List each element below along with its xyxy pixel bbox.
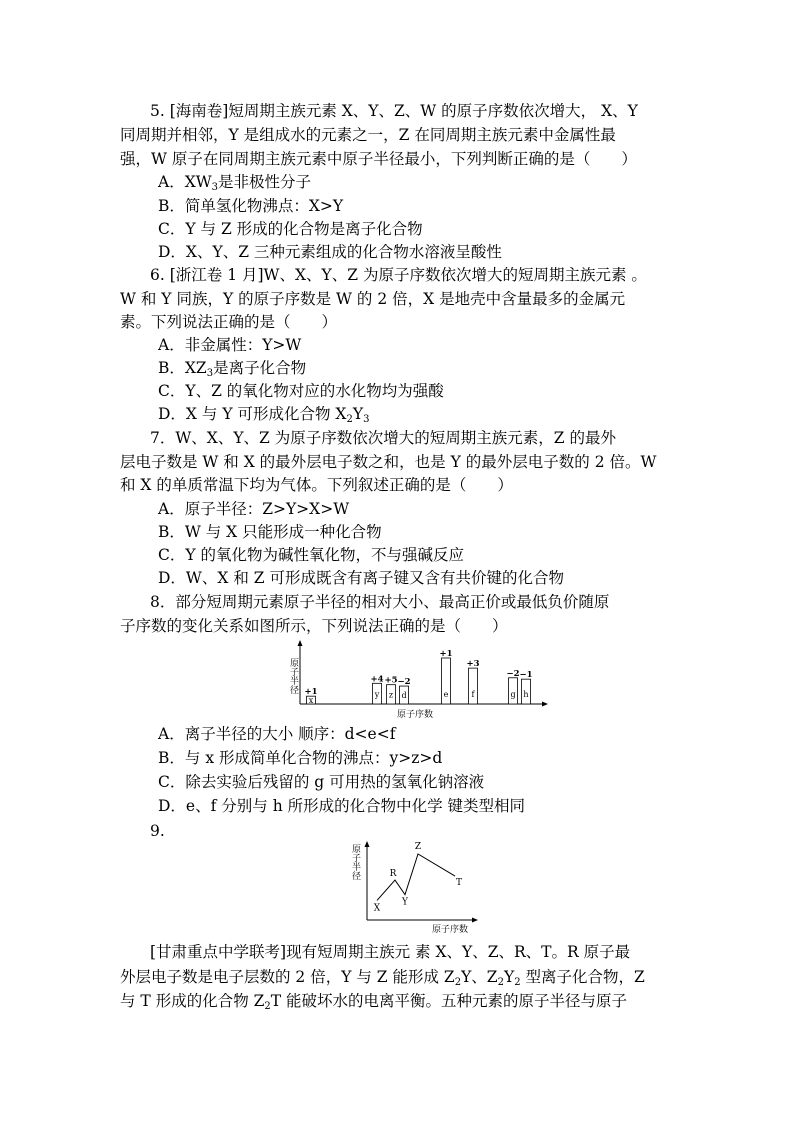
fig8-y-axis-label: 原子半径 <box>288 658 298 694</box>
fig8-valence-e: +1 <box>439 649 453 659</box>
fig8-bar-label-x: x <box>308 696 314 706</box>
q7-line-1: 7．W、X、Y、Z 为原子序数依次增大的短周期主族元素，Z 的最外 <box>150 429 616 447</box>
q9-line-2: 外层电子数是电子层数的 2 倍，Y 与 Z 能形成 $Z_2Y$、$Z_2Y_2$ 型离子化合物，Z <box>120 968 645 988</box>
fig8-bar-label-z: z <box>388 690 394 700</box>
q5-line-3: 强，W 原子在同周期主族元素中原子半径最小，下列判断正确的是（ ） <box>120 150 637 168</box>
fig8-x-arrow <box>542 702 548 707</box>
q7-option-d: D．W、X 和 Z 可形成既含有离子键又含有共价键的化合物 <box>158 569 564 587</box>
q5-line-1: 5. [海南卷]短周期主族元素 X、Y、Z、W 的原子序数依次增大， X、Y <box>150 102 638 120</box>
q8-option-c: C．除去实验后残留的 g 可用热的氢氧化钠溶液 <box>158 773 485 791</box>
fig9-point-label-X: X <box>373 903 381 914</box>
q5-option-d: D．X、Y、Z 三种元素组成的化合物水溶液呈酸性 <box>158 243 502 261</box>
q9-line-1: [甘肃重点中学联考]现有短周期主族元 素 X、Y、Z、R、T。R 原子最 <box>150 943 631 961</box>
q5-option-a: A．$XW_3$是非极性分子 <box>158 173 312 193</box>
q5-source: [海南卷] <box>169 102 229 120</box>
fig8-valence-y: +4 <box>370 674 384 685</box>
q6-option-c: C．Y、Z 的氧化物对应的水化物均为强酸 <box>158 382 444 400</box>
q7-option-b: B．W 与 X 只能形成一种化合物 <box>158 523 382 541</box>
fig8-valence-g: −2 <box>506 668 520 679</box>
fig8-bar-label-d: d <box>401 691 407 701</box>
q8-line-1: 8．部分短周期元素原子半径的相对大小、最高正价或最低负价随原 <box>150 593 610 611</box>
fig9-y-arrow <box>365 841 370 847</box>
fig8-bar-label-y: y <box>374 690 380 699</box>
q5-option-b: B．简单氢化物沸点：X>Y <box>158 197 344 215</box>
fig8-valence-f: +3 <box>466 659 480 670</box>
fig9-y-axis-label: 原子半径 <box>350 844 360 880</box>
q9-line-3: 与 T 形成的化合物 $Z_2T$ 能破坏水的电离平衡。五种元素的原子半径与原子 <box>120 992 628 1012</box>
fig8-x-axis-label: 原子序数 <box>396 710 434 720</box>
q8-line-2: 子序数的变化关系如图所示，下列说法正确的是（ ） <box>120 617 508 635</box>
fig8-valence-x: +1 <box>304 687 318 698</box>
fig9-point-label-R: R <box>389 869 397 880</box>
fig9-point-label-Y: Y <box>402 897 408 908</box>
fig8-bar-label-e: e <box>443 690 449 699</box>
q8-option-a: A．离子半径的大小 顺序：d<e<f <box>158 725 396 743</box>
atomic-radius-line-chart <box>345 840 480 936</box>
q7-line-2: 层电子数是 W 和 X 的最外层电子数之和，也是 Y 的最外层电子数的 2 倍。W <box>120 453 657 471</box>
q6-line-3: 素。下列说法正确的是（ ） <box>120 313 338 331</box>
q8-option-d: D．e、f 分别与 h 所形成的化合物中化学 键类型相同 <box>158 797 526 815</box>
q6-option-a: A．非金属性：Y>W <box>158 336 302 354</box>
q6-option-b: B．$XZ_3$是离子化合物 <box>158 359 307 379</box>
fig9-x-arrow <box>472 918 478 923</box>
fig9-x-axis-label: 原子序数 <box>431 925 469 935</box>
q8-option-b: B．与 x 形成简单化合物的沸点：y>z>d <box>158 749 443 767</box>
fig8-bar-label-g: g <box>510 690 516 699</box>
q6-source: [浙江卷 1 月] <box>169 266 264 284</box>
fig8-valence-h: −1 <box>519 670 533 681</box>
q6-number: 6. <box>150 266 165 284</box>
q6-line-1: 6. [浙江卷 1 月]W、X、Y、Z 为原子序数依次增大的短周期主族元素 。 <box>150 266 647 284</box>
q7-option-c: C．Y 的氧化物为碱性氧化物，不与强碱反应 <box>158 546 465 564</box>
q6-line-2: W 和 Y 同族，Y 的原子序数是 W 的 2 倍，X 是地壳中含量最多的金属元 <box>120 290 626 308</box>
q5-line-2: 同周期并相邻，Y 是组成水的元素之一，Z 在同周期主族元素中金属性最 <box>120 126 616 144</box>
fig8-bar-label-f: f <box>471 690 475 699</box>
fig9-point-label-T: T <box>455 878 463 889</box>
fig9-point-label-Z: Z <box>414 842 422 852</box>
atomic-radius-valence-chart <box>280 640 550 722</box>
fig8-bar-label-h: h <box>523 690 529 699</box>
fig8-y-arrow <box>298 640 303 646</box>
q9-number: 9. <box>150 822 165 840</box>
q9-source: [甘肃重点中学联考] <box>150 943 287 961</box>
q5-option-c: C．Y 与 Z 形成的化合物是离子化合物 <box>158 220 423 238</box>
q7-line-3: 和 X 的单质常温下均为气体。下列叙述正确的是（ ） <box>120 476 513 494</box>
fig8-valence-d: −2 <box>397 677 411 688</box>
q5-number: 5. <box>150 102 165 120</box>
fig8-valence-z: +5 <box>384 675 398 686</box>
q6-option-d: D．X 与 Y 可形成化合物 $X_2Y_3$ <box>158 405 370 425</box>
q7-option-a: A．原子半径：Z>Y>X>W <box>158 500 350 518</box>
